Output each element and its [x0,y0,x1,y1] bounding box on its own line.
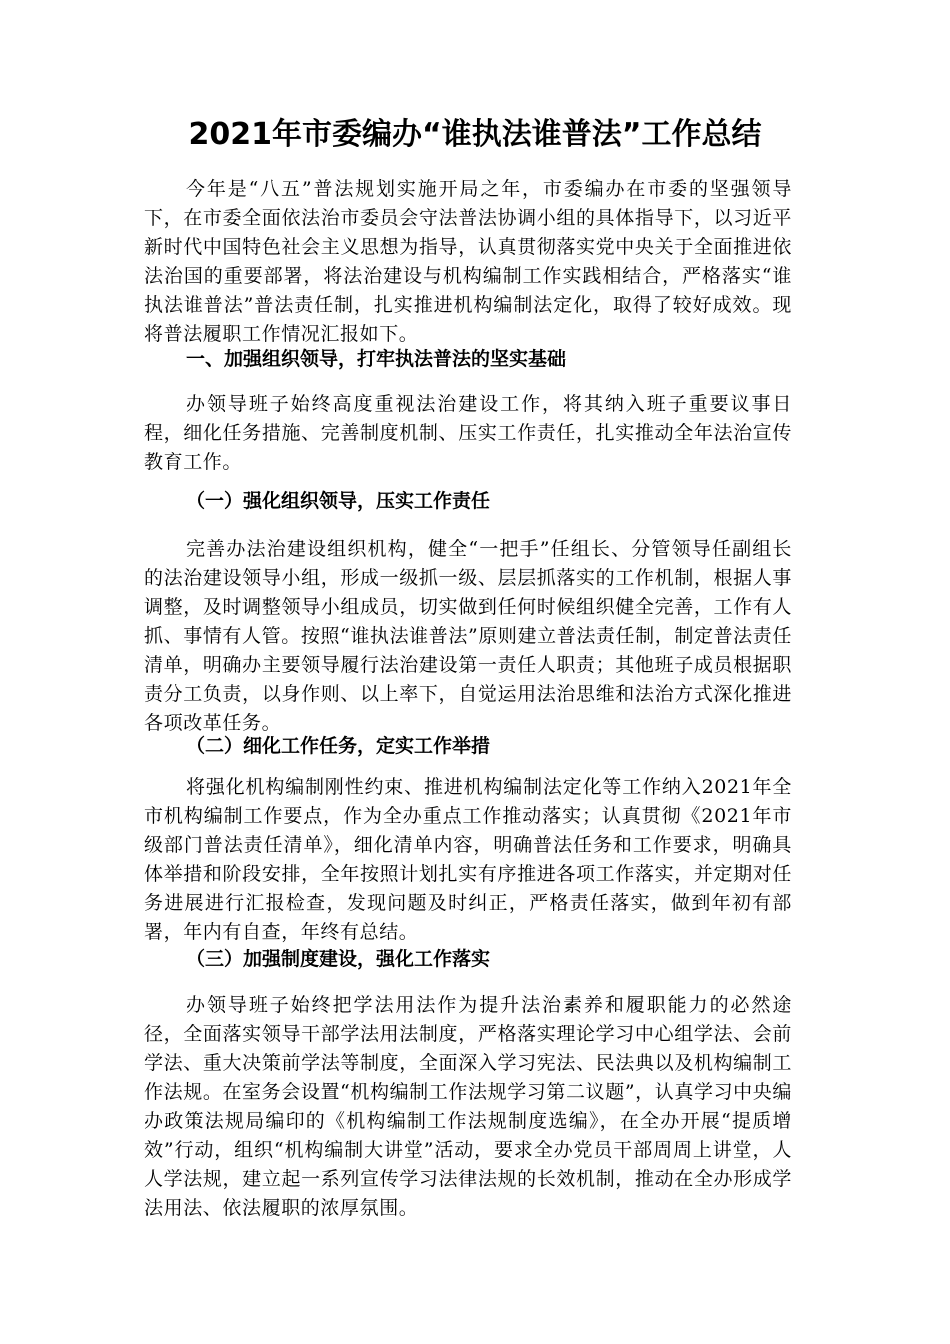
section-1-paragraph: 办领导班子始终高度重视法治建设工作，将其纳入班子重要议事日程，细化任务措施、完善制度机制、压实工作责任，扎实推动全年法治宣传教育工作。 [144,393,792,473]
subsection-1-heading: （一）强化组织领导，压实工作责任 [186,490,491,512]
intro-paragraph: 今年是“八五”普法规划实施开局之年，市委编办在市委的坚强领导下，在市委全面依法治市委员会守法普法协调小组的具体指导下，以习近平新时代中国特色社会主义思想为指导，认真贯彻落实党中央关于全面推进依法治国的重要部署，将法治建设与机构编制工作实践相结合，严格落实“谁执法谁普法”普法责任制，扎实推进机构编制法定化，取得了较好成效。现将普法履职工作情况汇报如下。 [144,178,792,345]
section-1-heading: 一、加强组织领导，打牢执法普法的坚实基础 [186,348,567,370]
subsection-2-heading: （二）细化工作任务，定实工作举措 [186,735,491,757]
subsection-1-paragraph: 完善办法治建设组织机构，健全“一把手”任组长、分管领导任副组长的法治建设领导小组，形成一级抓一级、层层抓落实的工作机制，根据人事调整，及时调整领导小组成员，切实做到任何时候组织健全完善，工作有人抓、事情有人管。按照“谁执法谁普法”原则建立普法责任制，制定普法责任清单，明确办主要领导履行法治建设第一责任人职责；其他班子成员根据职责分工负责，以身作则、以上率下，自觉运用法治思维和法治方式深化推进各项改革任务。 [144,538,792,734]
subsection-2-paragraph: 将强化机构编制刚性约束、推进机构编制法定化等工作纳入2021年全市机构编制工作要点，作为全办重点工作推动落实；认真贯彻《2021年市级部门普法责任清单》，细化清单内容，明确普法任务和工作要求，明确具体举措和阶段安排，全年按照计划扎实有序推进各项工作落实，并定期对任务进展进行汇报检查，发现问题及时纠正，严格责任落实，做到年初有部署，年内有自查，年终有总结。 [144,776,792,943]
document-title: 2021年市委编办“谁执法谁普法”工作总结 [188,117,762,152]
subsection-3-heading: （三）加强制度建设，强化工作落实 [186,948,491,970]
subsection-3-paragraph: 办领导班子始终把学法用法作为提升法治素养和履职能力的必然途径，全面落实领导干部学法用法制度，严格落实理论学习中心组学法、会前学法、重大决策前学法等制度，全面深入学习宪法、民法典以及机构编制工作法规。在室务会设置“机构编制工作法规学习第二议题”，认真学习中央编办政策法规局编印的《机构编制工作法规制度选编》，在全办开展“提质增效”行动，组织“机构编制大讲堂”活动，要求全办党员干部周周上讲堂，人人学法规，建立起一系列宣传学习法律法规的长效机制，推动在全办形成学法用法、依法履职的浓厚氛围。 [144,994,792,1219]
